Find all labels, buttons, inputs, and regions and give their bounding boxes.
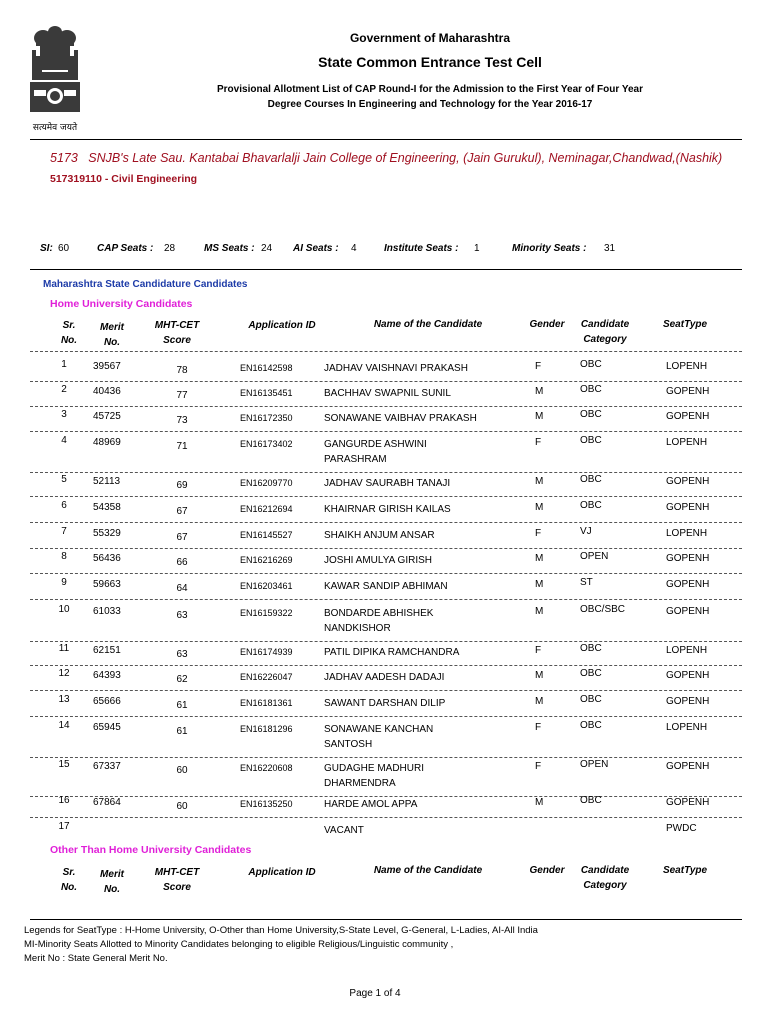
cap-seats-label: CAP Seats : xyxy=(97,243,154,254)
row-seat-type: LOPENH xyxy=(666,645,708,656)
row-sr-number: 4 xyxy=(61,435,67,446)
col-header-category-2: Candidate Category xyxy=(580,865,630,891)
row-application-id: EN16181296 xyxy=(240,724,293,734)
row-candidate-name-line2: DHARMENDRA xyxy=(324,778,396,789)
row-gender: M xyxy=(535,553,544,564)
row-candidate-name xyxy=(324,528,435,543)
row-application-id: EN16159322 xyxy=(240,608,293,618)
row-candidate-name-line1: VACANT xyxy=(324,825,364,836)
college-name: SNJB's Late Sau. Kantabai Bhavarlalji Jain College of Engineering, (Jain Gurukul), Neminagar,Chandwad,(Nashik) xyxy=(88,151,723,165)
row-separator xyxy=(30,431,742,432)
row-score: 64 xyxy=(176,583,188,594)
row-gender: M xyxy=(535,606,544,617)
col-header-sr-2: Sr. No. xyxy=(60,867,78,893)
ai-seats-value: 4 xyxy=(351,243,357,254)
row-seat-type: GOPENH xyxy=(666,696,710,707)
row-merit-number: 65945 xyxy=(93,722,121,733)
row-sr-number: 14 xyxy=(58,720,70,731)
row-candidate-name-line1: SHAIKH ANJUM ANSAR xyxy=(324,530,435,541)
row-gender: F xyxy=(535,361,542,372)
col-header-category: Candidate Category xyxy=(580,319,630,345)
row-category: ST xyxy=(580,577,593,588)
row-gender: F xyxy=(535,528,542,539)
row-candidate-name-line1: GUDAGHE MADHURI xyxy=(324,763,425,774)
college-code: 5173 xyxy=(50,151,78,165)
row-category: OPEN xyxy=(580,759,609,770)
row-score: 60 xyxy=(176,801,188,812)
row-candidate-name xyxy=(324,722,433,752)
col-header-seat-type-2: SeatType xyxy=(662,865,708,876)
row-candidate-name-line1: BONDARDE ABHISHEK xyxy=(324,608,434,619)
row-score: 73 xyxy=(176,415,188,426)
row-merit-number: 64393 xyxy=(93,670,121,681)
col-header-sr: Sr. No. xyxy=(60,320,78,346)
institute-seats-value: 1 xyxy=(474,243,480,254)
row-candidate-name xyxy=(324,476,450,491)
row-gender: F xyxy=(535,645,542,656)
row-category: OBC xyxy=(580,409,602,420)
row-gender: M xyxy=(535,386,544,397)
col-header-merit-2: Merit No. xyxy=(100,869,124,895)
row-score: 69 xyxy=(176,480,188,491)
row-sr-number: 1 xyxy=(61,359,67,370)
row-seat-type: GOPENH xyxy=(666,579,710,590)
row-candidate-name xyxy=(324,361,468,376)
row-category: OPEN xyxy=(580,551,609,562)
row-category: OBC xyxy=(580,668,602,679)
row-gender: M xyxy=(535,696,544,707)
row-separator xyxy=(30,573,742,574)
row-seat-type: GOPENH xyxy=(666,670,710,681)
row-category: OBC xyxy=(580,435,602,446)
row-application-id: EN16216269 xyxy=(240,555,293,565)
row-candidate-name-line1: HARDE AMOL APPA xyxy=(324,799,418,810)
row-separator xyxy=(30,496,742,497)
row-application-id: EN16174939 xyxy=(240,647,293,657)
row-candidate-name-line1: JOSHI AMULYA GIRISH xyxy=(324,555,432,566)
row-score: 61 xyxy=(176,700,188,711)
ai-seats-label: AI Seats : xyxy=(293,243,339,254)
row-merit-number: 40436 xyxy=(93,386,121,397)
row-candidate-name-line1: PATIL DIPIKA RAMCHANDRA xyxy=(324,647,460,658)
description-line-2: Degree Courses In Engineering and Technology for the Year 2016-17 xyxy=(267,99,593,110)
row-merit-number: 67337 xyxy=(93,761,121,772)
row-application-id: EN16212694 xyxy=(240,504,293,514)
col-header-merit: Merit No. xyxy=(100,322,124,348)
row-score: 62 xyxy=(176,674,188,685)
row-separator xyxy=(30,472,742,473)
legend-merit: Merit No : State General Merit No. xyxy=(24,953,168,964)
legend-minority: MI-Minority Seats Allotted to Minority Candidates belonging to eligible Religious/Linguistic community , xyxy=(24,939,454,950)
row-application-id: EN16203461 xyxy=(240,581,293,591)
page-number: Page 1 of 4 xyxy=(349,988,401,999)
row-score: 63 xyxy=(176,649,188,660)
row-gender: M xyxy=(535,579,544,590)
row-candidate-name-line1: KAWAR SANDIP ABHIMAN xyxy=(324,581,448,592)
section-home-university: Home University Candidates xyxy=(50,298,193,310)
row-candidate-name xyxy=(324,670,444,685)
header-separator xyxy=(30,351,742,352)
row-sr-number: 10 xyxy=(58,604,70,615)
row-category: OBC xyxy=(580,694,602,705)
row-application-id: EN16173402 xyxy=(240,439,293,449)
row-sr-number: 9 xyxy=(61,577,67,588)
row-candidate-name-line2: SANTOSH xyxy=(324,739,373,750)
row-candidate-name xyxy=(324,386,451,401)
row-gender: M xyxy=(535,411,544,422)
row-merit-number: 56436 xyxy=(93,553,121,564)
row-candidate-name-line2: NANDKISHOR xyxy=(324,623,391,634)
row-application-id: EN16142598 xyxy=(240,363,293,373)
footer-divider xyxy=(30,919,742,920)
row-separator xyxy=(30,757,742,758)
row-application-id: EN16181361 xyxy=(240,698,293,708)
row-score: 61 xyxy=(176,726,188,737)
row-application-id: EN16145527 xyxy=(240,530,293,540)
row-sr-number: 13 xyxy=(58,694,70,705)
row-candidate-name-line1: JADHAV VAISHNAVI PRAKASH xyxy=(324,363,468,374)
header-divider xyxy=(30,139,742,140)
row-seat-type: PWDC xyxy=(666,823,697,834)
row-application-id: EN16226047 xyxy=(240,672,293,682)
row-category: VJ xyxy=(580,526,592,537)
row-separator xyxy=(30,690,742,691)
row-score: 67 xyxy=(176,532,188,543)
legend-seat-type: Legends for SeatType : H-Home University, O-Other than Home University,S-State Level, G-General, L-Ladies, AI-All India xyxy=(24,925,538,936)
si-value: 60 xyxy=(58,243,70,254)
row-score: 63 xyxy=(176,610,188,621)
row-sr-number: 17 xyxy=(58,821,70,832)
row-sr-number: 12 xyxy=(58,668,70,679)
row-separator xyxy=(30,548,742,549)
row-candidate-name xyxy=(324,823,364,838)
college-title xyxy=(50,151,722,165)
row-application-id: EN16135250 xyxy=(240,799,293,809)
row-candidate-name-line1: SONAWANE VAIBHAV PRAKASH xyxy=(324,413,477,424)
row-category: OBC xyxy=(580,384,602,395)
row-separator xyxy=(30,406,742,407)
section-other-university: Other Than Home University Candidates xyxy=(50,844,252,856)
col-header-seat-type: SeatType xyxy=(662,319,708,330)
row-merit-number: 54358 xyxy=(93,502,121,513)
government-title: Government of Maharashtra xyxy=(349,31,511,45)
row-sr-number: 11 xyxy=(58,643,70,654)
row-sr-number: 5 xyxy=(61,474,67,485)
row-gender: F xyxy=(535,761,542,772)
row-candidate-name xyxy=(324,411,477,426)
row-seat-type: GOPENH xyxy=(666,797,710,808)
emblem-motto: सत्यमेव जयते xyxy=(32,123,78,133)
col-header-score: MHT-CET Score xyxy=(154,320,200,346)
row-score: 78 xyxy=(176,365,188,376)
row-application-id: EN16209770 xyxy=(240,478,293,488)
row-category: OBC xyxy=(580,720,602,731)
row-score: 67 xyxy=(176,506,188,517)
minority-seats-label: Minority Seats : xyxy=(512,243,587,254)
row-sr-number: 7 xyxy=(61,526,67,537)
row-seat-type: LOPENH xyxy=(666,361,708,372)
row-seat-type: LOPENH xyxy=(666,722,708,733)
row-seat-type: GOPENH xyxy=(666,411,710,422)
row-merit-number: 67864 xyxy=(93,797,121,808)
row-gender: M xyxy=(535,797,544,808)
row-sr-number: 3 xyxy=(61,409,67,420)
row-sr-number: 8 xyxy=(61,551,67,562)
row-seat-type: GOPENH xyxy=(666,476,710,487)
ms-seats-label: MS Seats : xyxy=(204,243,255,254)
si-label: SI: xyxy=(40,243,53,254)
row-separator xyxy=(30,817,742,818)
row-merit-number: 65666 xyxy=(93,696,121,707)
row-separator xyxy=(30,599,742,600)
row-candidate-name-line1: JADHAV AADESH DADAJI xyxy=(324,672,445,683)
row-candidate-name xyxy=(324,797,417,812)
row-gender: M xyxy=(535,670,544,681)
cap-seats-value: 28 xyxy=(164,243,176,254)
row-candidate-name xyxy=(324,553,432,568)
row-candidate-name-line1: KHAIRNAR GIRISH KAILAS xyxy=(324,504,451,515)
row-category: OBC xyxy=(580,359,602,370)
row-candidate-name xyxy=(324,645,459,660)
col-header-application-id-2: Application ID xyxy=(248,867,316,878)
row-score: 66 xyxy=(176,557,188,568)
row-merit-number: 55329 xyxy=(93,528,121,539)
row-category: OBC xyxy=(580,643,602,654)
row-merit-number: 39567 xyxy=(93,361,121,372)
row-application-id: EN16135451 xyxy=(240,388,293,398)
row-candidate-name xyxy=(324,606,433,636)
row-candidate-name-line1: BACHHAV SWAPNIL SUNIL xyxy=(324,388,451,399)
row-separator xyxy=(30,641,742,642)
row-application-id: EN16172350 xyxy=(240,413,293,423)
row-category: OBC xyxy=(580,500,602,511)
row-candidate-name-line1: GANGURDE ASHWINI xyxy=(324,439,427,450)
seats-divider xyxy=(30,269,742,270)
row-merit-number: 59663 xyxy=(93,579,121,590)
branch-title: 517319110 - Civil Engineering xyxy=(50,173,198,185)
row-score: 60 xyxy=(176,765,188,776)
row-application-id: EN16220608 xyxy=(240,763,293,773)
row-category: OBC xyxy=(580,474,602,485)
section-state-candidature: Maharashtra State Candidature Candidates xyxy=(43,279,248,290)
row-sr-number: 6 xyxy=(61,500,67,511)
row-merit-number: 62151 xyxy=(93,645,121,656)
cell-title: State Common Entrance Test Cell xyxy=(318,54,542,70)
minority-seats-value: 31 xyxy=(604,243,616,254)
row-candidate-name-line1: SONAWANE KANCHAN xyxy=(324,724,434,735)
row-merit-number: 48969 xyxy=(93,437,121,448)
row-gender: M xyxy=(535,502,544,513)
row-seat-type: GOPENH xyxy=(666,761,710,772)
row-category: OBC/SBC xyxy=(580,604,626,615)
row-candidate-name-line1: SAWANT DARSHAN DILIP xyxy=(324,698,446,709)
row-candidate-name xyxy=(324,437,427,467)
ms-seats-value: 24 xyxy=(261,243,273,254)
row-merit-number: 45725 xyxy=(93,411,121,422)
row-seat-type: GOPENH xyxy=(666,606,710,617)
row-separator xyxy=(30,522,742,523)
row-merit-number: 52113 xyxy=(93,476,121,487)
institute-seats-label: Institute Seats : xyxy=(384,243,459,254)
col-header-gender: Gender xyxy=(529,319,565,330)
row-seat-type: GOPENH xyxy=(666,502,710,513)
row-candidate-name xyxy=(324,579,448,594)
row-sr-number: 15 xyxy=(58,759,70,770)
col-header-score-2: MHT-CET Score xyxy=(154,867,200,893)
row-gender: F xyxy=(535,722,542,733)
row-sr-number: 16 xyxy=(58,795,70,806)
row-seat-type: GOPENH xyxy=(666,553,710,564)
row-seat-type: LOPENH xyxy=(666,437,708,448)
description-line-1: Provisional Allotment List of CAP Round-I for the Admission to the First Year of Four Year xyxy=(217,84,643,95)
row-merit-number: 61033 xyxy=(93,606,121,617)
col-header-name-2: Name of the Candidate xyxy=(373,865,483,876)
col-header-name: Name of the Candidate xyxy=(373,319,483,330)
row-seat-type: GOPENH xyxy=(666,386,710,397)
row-score: 77 xyxy=(176,390,188,401)
row-score: 71 xyxy=(176,441,188,452)
row-separator xyxy=(30,381,742,382)
row-separator xyxy=(30,665,742,666)
row-gender: M xyxy=(535,476,544,487)
row-gender: F xyxy=(535,437,542,448)
col-header-gender-2: Gender xyxy=(529,865,565,876)
col-header-application-id: Application ID xyxy=(248,320,316,331)
row-candidate-name xyxy=(324,696,445,711)
row-sr-number: 2 xyxy=(61,384,67,395)
row-candidate-name-line1: JADHAV SAURABH TANAJI xyxy=(324,478,451,489)
row-separator xyxy=(30,716,742,717)
row-candidate-name-line2: PARASHRAM xyxy=(324,454,387,465)
row-category: OBC xyxy=(580,795,602,806)
row-candidate-name xyxy=(324,761,424,791)
row-seat-type: LOPENH xyxy=(666,528,708,539)
row-candidate-name xyxy=(324,502,451,517)
